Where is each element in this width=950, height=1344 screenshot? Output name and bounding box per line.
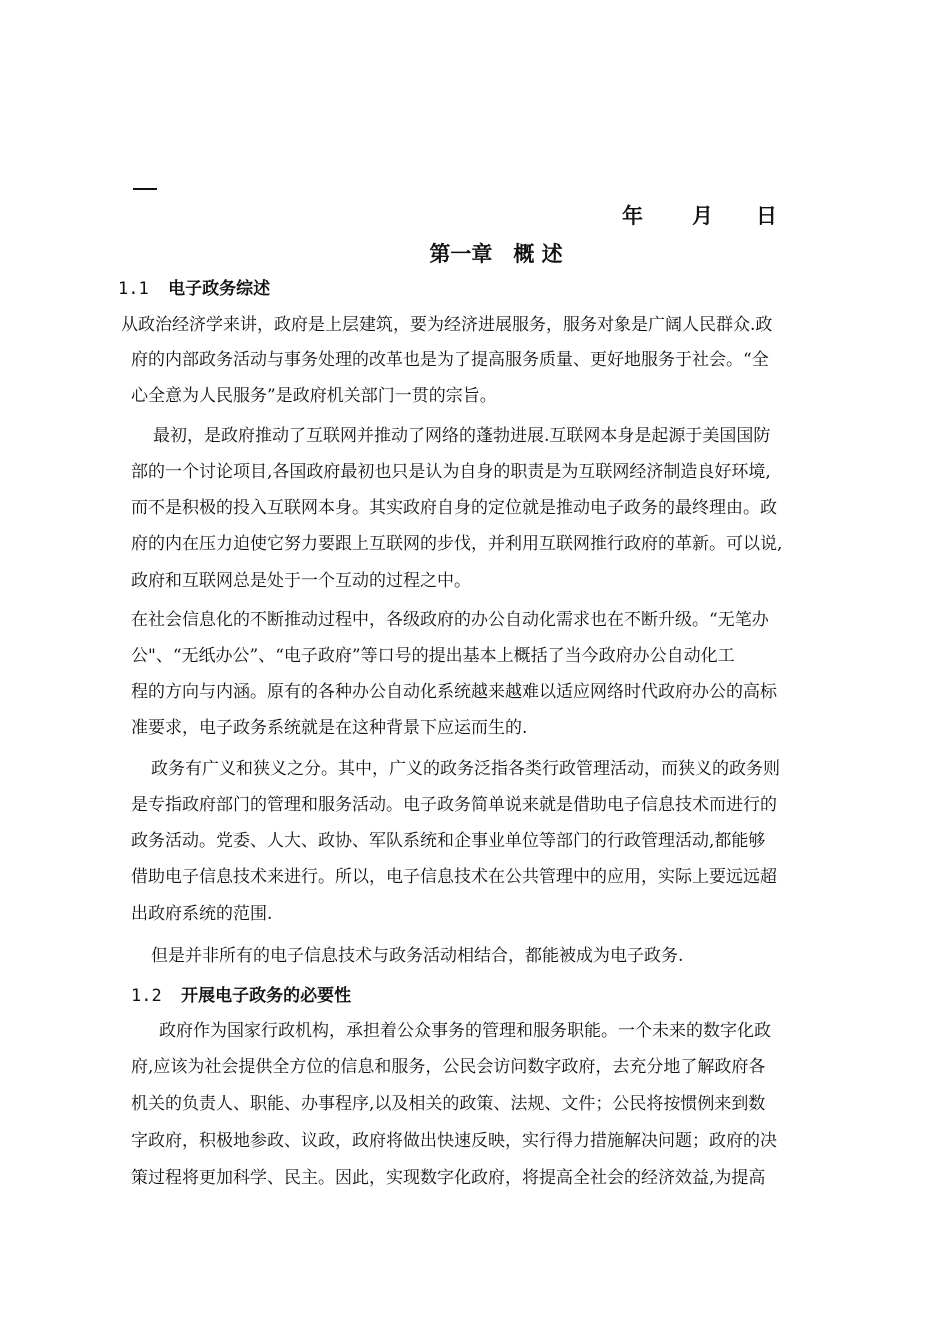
paragraph-line: 政务活动。党委、人大、政协、军队系统和企事业单位等部门的行政管理活动,都能够 bbox=[131, 831, 766, 851]
date-year-label: 年 bbox=[622, 203, 643, 228]
paragraph-line: 准要求，电子政务系统就是在这种背景下应运而生的. bbox=[131, 718, 528, 738]
paragraph-line: 府的内在压力迫使它努力要跟上互联网的步伐，并利用互联网推行政府的革新。可以说, bbox=[131, 534, 783, 554]
paragraph-line: 政府作为国家行政机构，承担着公众事务的管理和服务职能。一个未来的数字化政 bbox=[159, 1021, 771, 1041]
section-title: 电子政务综述 bbox=[168, 279, 271, 299]
section-number: 1.2 bbox=[131, 986, 162, 1006]
paragraph-line: 在社会信息化的不断推动过程中，各级政府的办公自动化需求也在不断升级。“无笔办 bbox=[131, 610, 769, 630]
paragraph-line: 程的方向与内涵。原有的各种办公自动化系统越来越难以适应网络时代政府办公的高标 bbox=[131, 682, 777, 702]
paragraph-line: 府的内部政务活动与事务处理的改革也是为了提高服务质量、更好地服务于社会。“全 bbox=[131, 350, 769, 370]
paragraph-line: 心全意为人民服务”是政府机关部门一贯的宗旨。 bbox=[131, 386, 497, 406]
paragraph-line: 最初，是政府推动了互联网并推动了网络的蓬勃进展.互联网本身是起源于美国国防 bbox=[153, 426, 771, 446]
paragraph-line: 府,应该为社会提供全方位的信息和服务，公民会访问数字政府，去充分地了解政府各 bbox=[131, 1057, 766, 1077]
section-heading-1-2 bbox=[131, 985, 351, 1007]
paragraph-line: 机关的负责人、职能、办事程序,以及相关的政策、法规、文件；公民将按惯例来到数 bbox=[131, 1094, 766, 1114]
chapter-title: 第一章 概 述 bbox=[429, 241, 563, 266]
section-heading-1-1 bbox=[118, 278, 270, 300]
paragraph-line: 是专指政府部门的管理和服务活动。电子政务简单说来就是借助电子信息技术而进行的 bbox=[131, 795, 777, 815]
paragraph-line: 政务有广义和狭义之分。其中，广义的政务泛指各类行政管理活动，而狭义的政务则 bbox=[151, 759, 780, 779]
paragraph-line: 而不是积极的投入互联网本身。其实政府自身的定位就是推动电子政务的最终理由。政 bbox=[131, 498, 777, 518]
section-title: 开展电子政务的必要性 bbox=[181, 986, 352, 1006]
paragraph-line: 借助电子信息技术来进行。所以，电子信息技术在公共管理中的应用，实际上要远远超 bbox=[131, 867, 777, 887]
paragraph-line: 从政治经济学来讲，政府是上层建筑，要为经济进展服务，服务对象是广阔人民群众.政 bbox=[121, 315, 773, 335]
date-month-label: 月 bbox=[692, 203, 713, 228]
paragraph-line: 字政府，积极地参政、议政，政府将做出快速反映，实行得力措施解决问题；政府的决 bbox=[131, 1131, 777, 1151]
paragraph-line: 策过程将更加科学、民主。因此，实现数字化政府，将提高全社会的经济效益,为提高 bbox=[131, 1168, 766, 1188]
paragraph-line: 公"、“无纸办公”、“电子政府”等口号的提出基本上概括了当今政府办公自动化工 bbox=[131, 646, 735, 666]
paragraph-line: 部的一个讨论项目,各国政府最初也只是认为自身的职责是为互联网经济制造良好环境, bbox=[131, 462, 771, 482]
paragraph-line: 出政府系统的范围. bbox=[131, 904, 273, 924]
header-dash-mark bbox=[133, 188, 157, 190]
paragraph-line: 但是并非所有的电子信息技术与政务活动相结合，都能被成为电子政务. bbox=[151, 946, 684, 966]
section-number: 1.1 bbox=[118, 279, 149, 299]
paragraph-line: 政府和互联网总是处于一个互动的过程之中。 bbox=[131, 571, 471, 591]
date-day-label: 日 bbox=[756, 203, 777, 228]
